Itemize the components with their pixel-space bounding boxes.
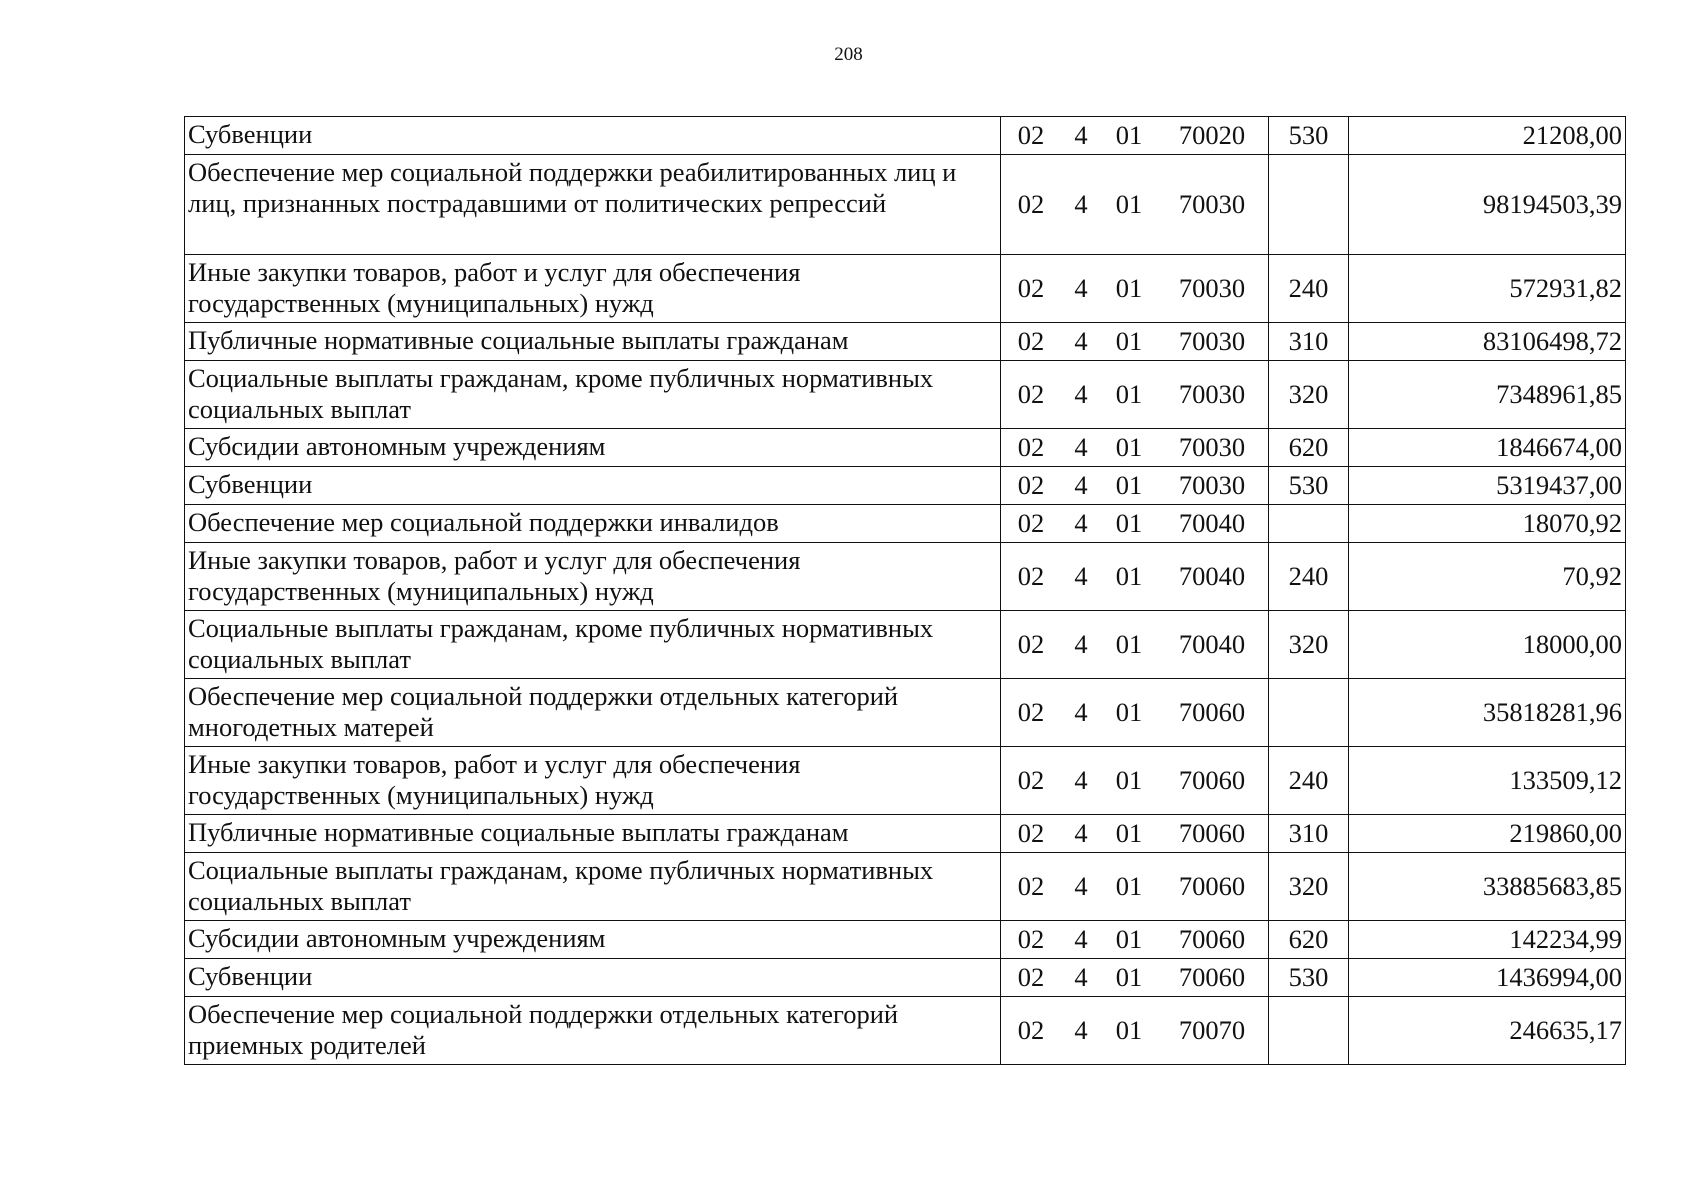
row-expense-type: 530 — [1269, 117, 1349, 155]
code-section: 02 — [1017, 432, 1045, 462]
table-row — [185, 155, 1626, 255]
code-subprogram: 01 — [1115, 470, 1143, 500]
row-name: Субвенции — [185, 959, 1001, 997]
table-row — [185, 361, 1626, 429]
table-row — [185, 679, 1626, 747]
code-direction: 70030 — [1178, 379, 1246, 409]
row-name: Публичные нормативные социальные выплаты гражданам — [185, 323, 1001, 361]
row-expense-type: 310 — [1269, 323, 1349, 361]
row-amount: 33885683,85 — [1349, 853, 1626, 921]
row-expense-type: 320 — [1269, 853, 1349, 921]
row-expense-type: 620 — [1269, 921, 1349, 959]
row-amount: 18000,00 — [1349, 611, 1626, 679]
row-name: Иные закупки товаров, работ и услуг для обеспечения государственных (муниципальных) нужд — [185, 255, 1001, 323]
row-codes — [1001, 611, 1269, 679]
row-name: Субсидии автономным учреждениям — [185, 429, 1001, 467]
row-amount: 7348961,85 — [1349, 361, 1626, 429]
table-row — [185, 543, 1626, 611]
row-name: Социальные выплаты гражданам, кроме публичных нормативных социальных выплат — [185, 611, 1001, 679]
row-amount: 572931,82 — [1349, 255, 1626, 323]
code-section: 02 — [1017, 818, 1045, 848]
code-subprogram: 01 — [1115, 765, 1143, 795]
code-section: 02 — [1017, 273, 1045, 303]
row-codes — [1001, 815, 1269, 853]
code-section: 02 — [1017, 470, 1045, 500]
code-subprogram: 01 — [1115, 189, 1143, 219]
budget-table — [184, 116, 1626, 1065]
row-amount: 98194503,39 — [1349, 155, 1626, 255]
row-amount: 83106498,72 — [1349, 323, 1626, 361]
code-program: 4 — [1074, 871, 1088, 901]
row-name: Обеспечение мер социальной поддержки инвалидов — [185, 505, 1001, 543]
code-program: 4 — [1074, 379, 1088, 409]
code-subprogram: 01 — [1115, 561, 1143, 591]
code-subprogram: 01 — [1115, 1015, 1143, 1045]
table-row — [185, 429, 1626, 467]
code-subprogram: 01 — [1115, 924, 1143, 954]
code-subprogram: 01 — [1115, 273, 1143, 303]
row-amount: 70,92 — [1349, 543, 1626, 611]
code-section: 02 — [1017, 326, 1045, 356]
code-program: 4 — [1074, 508, 1088, 538]
table-row — [185, 997, 1626, 1065]
row-amount: 35818281,96 — [1349, 679, 1626, 747]
code-program: 4 — [1074, 765, 1088, 795]
table-row — [185, 255, 1626, 323]
row-codes — [1001, 921, 1269, 959]
row-name: Обеспечение мер социальной поддержки реабилитированных лиц и лиц, признанных пострадавшими от политических репрессий — [185, 155, 1001, 255]
code-subprogram: 01 — [1115, 432, 1143, 462]
code-program: 4 — [1074, 470, 1088, 500]
table-row — [185, 921, 1626, 959]
row-expense-type: 320 — [1269, 611, 1349, 679]
row-codes — [1001, 747, 1269, 815]
code-section: 02 — [1017, 962, 1045, 992]
code-section: 02 — [1017, 697, 1045, 727]
code-direction: 70020 — [1178, 120, 1246, 150]
code-section: 02 — [1017, 1015, 1045, 1045]
code-section: 02 — [1017, 508, 1045, 538]
row-codes — [1001, 117, 1269, 155]
row-name: Иные закупки товаров, работ и услуг для обеспечения государственных (муниципальных) нужд — [185, 543, 1001, 611]
row-amount: 1436994,00 — [1349, 959, 1626, 997]
row-codes — [1001, 543, 1269, 611]
code-direction: 70060 — [1178, 818, 1246, 848]
row-name: Обеспечение мер социальной поддержки отдельных категорий многодетных матерей — [185, 679, 1001, 747]
row-amount: 246635,17 — [1349, 997, 1626, 1065]
code-program: 4 — [1074, 697, 1088, 727]
row-name: Субвенции — [185, 117, 1001, 155]
table-row — [185, 323, 1626, 361]
code-subprogram: 01 — [1115, 379, 1143, 409]
code-subprogram: 01 — [1115, 508, 1143, 538]
row-amount: 133509,12 — [1349, 747, 1626, 815]
code-subprogram: 01 — [1115, 871, 1143, 901]
code-direction: 70060 — [1178, 924, 1246, 954]
row-codes — [1001, 853, 1269, 921]
code-section: 02 — [1017, 765, 1045, 795]
row-name: Социальные выплаты гражданам, кроме публичных нормативных социальных выплат — [185, 853, 1001, 921]
table-row — [185, 747, 1626, 815]
code-direction: 70070 — [1178, 1015, 1246, 1045]
row-expense-type: 310 — [1269, 815, 1349, 853]
code-direction: 70060 — [1178, 962, 1246, 992]
code-section: 02 — [1017, 871, 1045, 901]
page-number: 208 — [834, 44, 863, 65]
code-program: 4 — [1074, 432, 1088, 462]
code-direction: 70030 — [1178, 470, 1246, 500]
table-row — [185, 117, 1626, 155]
row-amount: 142234,99 — [1349, 921, 1626, 959]
code-direction: 70040 — [1178, 629, 1246, 659]
code-subprogram: 01 — [1115, 697, 1143, 727]
row-expense-type: 240 — [1269, 543, 1349, 611]
code-direction: 70030 — [1178, 326, 1246, 356]
code-direction: 70030 — [1178, 273, 1246, 303]
code-program: 4 — [1074, 120, 1088, 150]
row-expense-type — [1269, 155, 1349, 255]
row-codes — [1001, 997, 1269, 1065]
row-codes — [1001, 255, 1269, 323]
code-section: 02 — [1017, 561, 1045, 591]
row-amount: 5319437,00 — [1349, 467, 1626, 505]
row-codes — [1001, 361, 1269, 429]
row-codes — [1001, 467, 1269, 505]
row-codes — [1001, 679, 1269, 747]
row-expense-type: 240 — [1269, 255, 1349, 323]
row-codes — [1001, 155, 1269, 255]
table-row — [185, 959, 1626, 997]
code-subprogram: 01 — [1115, 629, 1143, 659]
code-program: 4 — [1074, 924, 1088, 954]
code-section: 02 — [1017, 379, 1045, 409]
row-expense-type — [1269, 997, 1349, 1065]
code-program: 4 — [1074, 273, 1088, 303]
code-direction: 70030 — [1178, 432, 1246, 462]
row-amount: 18070,92 — [1349, 505, 1626, 543]
row-expense-type: 530 — [1269, 467, 1349, 505]
code-section: 02 — [1017, 189, 1045, 219]
code-program: 4 — [1074, 326, 1088, 356]
row-codes — [1001, 505, 1269, 543]
row-name: Иные закупки товаров, работ и услуг для обеспечения государственных (муниципальных) нужд — [185, 747, 1001, 815]
row-codes — [1001, 429, 1269, 467]
row-codes — [1001, 959, 1269, 997]
row-name: Субсидии автономным учреждениям — [185, 921, 1001, 959]
code-program: 4 — [1074, 629, 1088, 659]
code-direction: 70060 — [1178, 871, 1246, 901]
code-direction: 70030 — [1178, 189, 1246, 219]
row-expense-type: 620 — [1269, 429, 1349, 467]
code-direction: 70060 — [1178, 697, 1246, 727]
row-expense-type: 320 — [1269, 361, 1349, 429]
code-direction: 70040 — [1178, 508, 1246, 538]
table-row — [185, 505, 1626, 543]
row-expense-type — [1269, 505, 1349, 543]
code-program: 4 — [1074, 818, 1088, 848]
code-section: 02 — [1017, 120, 1045, 150]
row-expense-type — [1269, 679, 1349, 747]
row-name: Социальные выплаты гражданам, кроме публичных нормативных социальных выплат — [185, 361, 1001, 429]
code-subprogram: 01 — [1115, 818, 1143, 848]
row-name: Субвенции — [185, 467, 1001, 505]
table-row — [185, 853, 1626, 921]
row-amount: 21208,00 — [1349, 117, 1626, 155]
code-program: 4 — [1074, 962, 1088, 992]
code-direction: 70040 — [1178, 561, 1246, 591]
code-program: 4 — [1074, 1015, 1088, 1045]
code-subprogram: 01 — [1115, 962, 1143, 992]
table-row — [185, 815, 1626, 853]
row-amount: 219860,00 — [1349, 815, 1626, 853]
row-name: Публичные нормативные социальные выплаты гражданам — [185, 815, 1001, 853]
row-amount: 1846674,00 — [1349, 429, 1626, 467]
row-expense-type: 240 — [1269, 747, 1349, 815]
row-name: Обеспечение мер социальной поддержки отдельных категорий приемных родителей — [185, 997, 1001, 1065]
code-program: 4 — [1074, 189, 1088, 219]
code-section: 02 — [1017, 629, 1045, 659]
code-subprogram: 01 — [1115, 120, 1143, 150]
row-codes — [1001, 323, 1269, 361]
code-program: 4 — [1074, 561, 1088, 591]
code-section: 02 — [1017, 924, 1045, 954]
code-direction: 70060 — [1178, 765, 1246, 795]
table-row — [185, 611, 1626, 679]
table-row — [185, 467, 1626, 505]
row-expense-type: 530 — [1269, 959, 1349, 997]
code-subprogram: 01 — [1115, 326, 1143, 356]
